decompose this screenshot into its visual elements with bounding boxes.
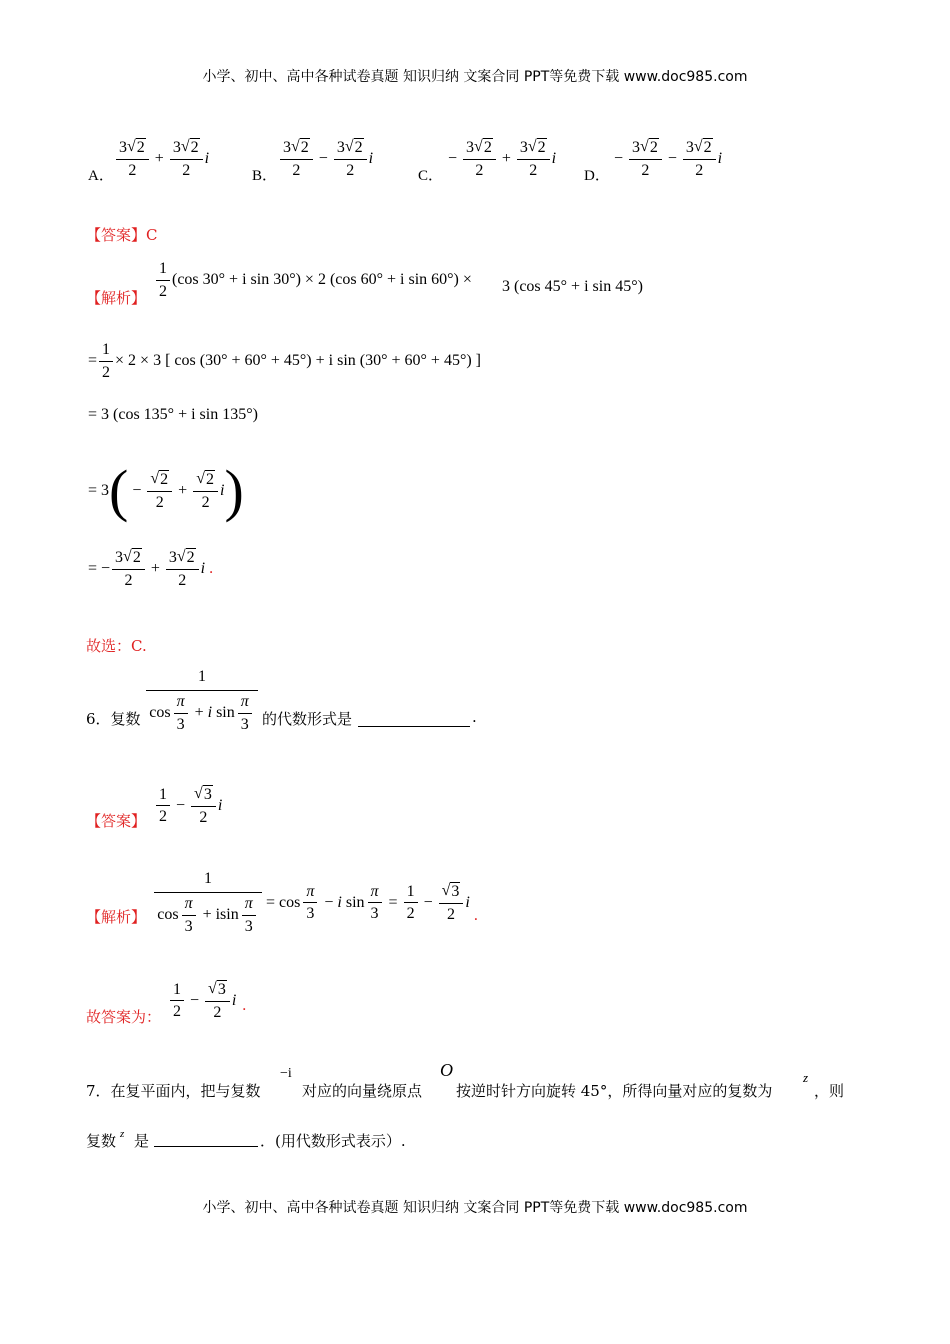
page-footer: 小学、初中、高中各种试卷真题 知识归纳 文案合同 PPT等免费下载 www.doc985.com: [202, 1200, 748, 1216]
q7-line2-z: z: [120, 1128, 125, 1140]
q5-analysis-line1: $\frac{1}{2}$ (cos 30° + i sin 30°) × 2 (cos 60° + i sin 60°) ×: [154, 260, 472, 300]
q7-line2-a: 复数: [86, 1132, 117, 1150]
q5-analysis-line3: = 3 (cos 135° + i sin 135°): [88, 406, 258, 423]
q7-line2-c: ．(用代数形式表示）.: [260, 1132, 406, 1150]
q7-origin-O: O: [440, 1060, 453, 1080]
answer-options: A． 3 √ 2 2 + 3 √ 2 2 i B． 3 √ 2 2 − 3 √ 2 2 i C． − 3 √ 2 2 + 3 √ 2 2 i D． − 3 √ 2 2 − 3 √ 2 2 i: [88, 138, 723, 184]
q6-question: 6．复数 1 cos $\frac{\pi}{3}$ + i sin $\frac{\pi}{3}$ 的代数形式是 .: [86, 668, 477, 733]
q5-answer: 【答案】C: [86, 226, 158, 244]
q5-analysis-tag: 【解析】: [86, 289, 147, 307]
q7-text-2: 对应的向量绕原点: [302, 1082, 423, 1100]
q6-analysis-equation: 1 cos $\frac{\pi}{3}$ + isin $\frac{\pi}{3}$ = cos $\frac{\pi}{3}$ − i sin $\frac{\pi}{3}$ = $\frac{1}{2}$ − √ 3 2 i .: [154, 870, 478, 935]
q6-answer-value: $\frac{1}{2}$ − √ 3 2 i: [154, 785, 222, 826]
page-header: 小学、初中、高中各种试卷真题 知识归纳 文案合同 PPT等免费下载 www.doc985.com: [202, 69, 748, 85]
q6-conclusion: 故答案为：: [86, 1008, 162, 1026]
q5-analysis-line1b: 3 (cos 45° + i sin 45°): [502, 278, 643, 295]
q7-text-3: 按逆时针方向旋转 45°，所得向量对应的复数为: [456, 1082, 773, 1100]
q7-line2-b: 是: [134, 1132, 150, 1150]
q6-answer-tag: 【答案】: [86, 812, 147, 830]
q7-z: z: [803, 1070, 809, 1085]
q6-conclusion-value: $\frac{1}{2}$ − √ 3 2 i .: [168, 980, 246, 1021]
q7-text-1: 7．在复平面内，把与复数: [86, 1082, 261, 1100]
q6-analysis-tag: 【解析】: [86, 908, 147, 926]
q7-text-4: ，则: [814, 1082, 845, 1100]
q5-conclusion: 故选：C.: [86, 637, 147, 655]
answer-blank: [358, 712, 470, 727]
answer-blank: [154, 1132, 258, 1147]
q5-analysis-line4: = 3 ( − √ 2 2 + √ 2 2 i ): [88, 458, 244, 523]
q5-analysis-line5: = − 3 √ 2 2 + 3 √ 2 2 i .: [88, 548, 214, 589]
q5-analysis-line2: = $\frac{1}{2}$ × 2 × 3 [ cos (30° + 60° + 45°) + i sin (30° + 60° + 45°) ]: [88, 341, 481, 381]
q7-neg-i: −i: [280, 1066, 292, 1081]
